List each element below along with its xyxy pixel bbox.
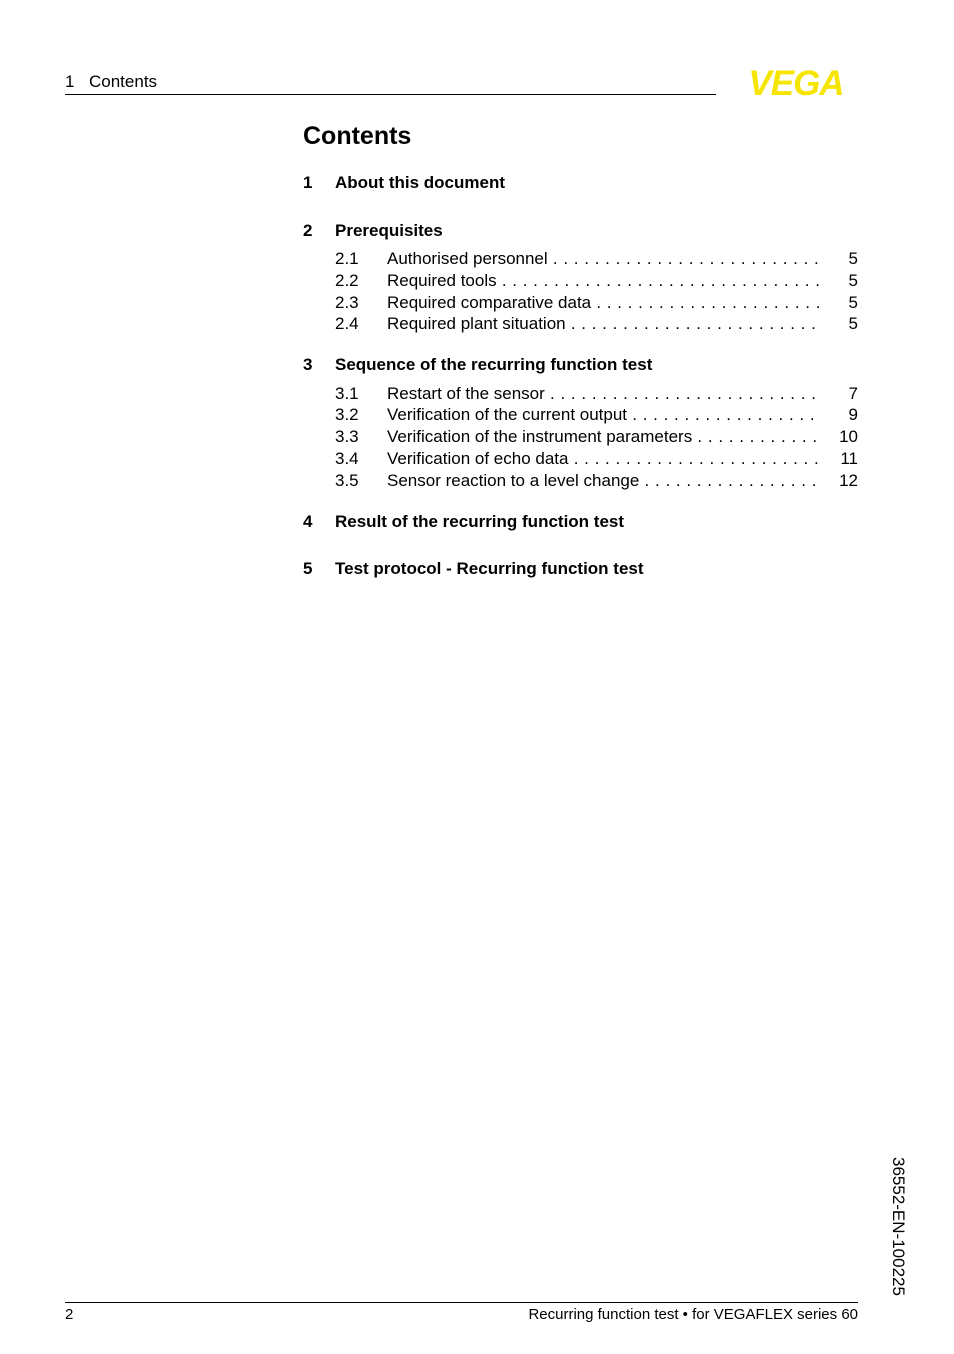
- toc-entry-number: 2.2: [335, 271, 359, 290]
- running-header-number: 1: [65, 72, 75, 91]
- toc-chapter-title: Test protocol - Recurring function test: [335, 559, 644, 578]
- toc-chapter[interactable]: [303, 354, 858, 376]
- toc-entry-title: Restart of the sensor . . .: [387, 383, 819, 405]
- toc-chapter-number: 3: [303, 355, 313, 374]
- toc-entry-number: 3.2: [335, 405, 359, 424]
- running-header: [65, 72, 157, 92]
- vega-logo: [735, 66, 858, 98]
- toc-entry-number: 3.4: [335, 449, 359, 468]
- toc-entry[interactable]: [303, 270, 858, 292]
- logo-text: VEGA: [748, 66, 844, 98]
- toc-entry[interactable]: [303, 383, 858, 405]
- toc-entry-page: 11: [840, 449, 858, 468]
- toc-entry[interactable]: [303, 292, 858, 314]
- toc-entry-title: Verification of the instrument parameters . . .: [387, 426, 819, 448]
- toc-chapter[interactable]: [303, 511, 858, 533]
- footer-document-title: Recurring function test • for VEGAFLEX series 60: [528, 1306, 858, 1323]
- toc-chapter-title: About this document: [335, 173, 505, 192]
- footer-rule: [65, 1302, 858, 1303]
- toc-entry-number: 3.5: [335, 471, 359, 490]
- toc-entry-title: Authorised personnel . . .: [387, 248, 819, 270]
- toc-entry-title: Verification of the current output . . .: [387, 404, 819, 426]
- toc-entry-title: Verification of echo data . . .: [387, 448, 819, 470]
- toc-entry-page: 10: [839, 427, 858, 446]
- toc-entry-number: 2.4: [335, 314, 359, 333]
- toc-entry-page: 9: [848, 405, 858, 424]
- toc-chapter-title: Sequence of the recurring function test: [335, 355, 653, 374]
- toc-entry-page: 5: [848, 271, 858, 290]
- toc-entry-title: Required plant situation . . .: [387, 313, 819, 335]
- toc-chapter-number: 2: [303, 221, 313, 240]
- toc-entry-page: 5: [848, 293, 858, 312]
- toc-entry-title: Sensor reaction to a level change . . .: [387, 470, 819, 492]
- toc-entry-number: 2.3: [335, 293, 359, 312]
- document-code: 36552-EN-100225: [889, 1157, 908, 1296]
- toc-chapter-number: 1: [303, 173, 313, 192]
- toc-entry-title: Required comparative data . . .: [387, 292, 819, 314]
- toc-entry[interactable]: [303, 426, 858, 448]
- toc-chapter-number: 5: [303, 559, 313, 578]
- toc-chapter-title: Result of the recurring function test: [335, 512, 625, 531]
- toc-entry-page: 7: [848, 384, 858, 403]
- toc-chapter-number: 4: [303, 512, 313, 531]
- toc-entry[interactable]: [303, 448, 858, 470]
- toc-entry-number: 2.1: [335, 249, 359, 268]
- toc-chapter[interactable]: [303, 220, 858, 242]
- toc-entry[interactable]: [303, 248, 858, 270]
- header-rule: [65, 94, 716, 95]
- toc-entry-page: 12: [839, 471, 858, 490]
- toc-entry-number: 3.3: [335, 427, 359, 446]
- toc-entry-title: Required tools . . .: [387, 270, 819, 292]
- toc-entry-page: 5: [848, 249, 858, 268]
- toc-entry[interactable]: [303, 404, 858, 426]
- toc-entry[interactable]: [303, 313, 858, 335]
- toc-entry-number: 3.1: [335, 384, 359, 403]
- running-header-title: Contents: [89, 72, 158, 91]
- page-title: Contents: [303, 122, 412, 150]
- toc-entry-page: 5: [848, 314, 858, 333]
- footer-page-number: 2: [65, 1306, 74, 1323]
- toc-entry[interactable]: [303, 470, 858, 492]
- toc-chapter-title: Prerequisites: [335, 221, 443, 240]
- toc-chapter[interactable]: [303, 172, 858, 194]
- toc-chapter[interactable]: [303, 558, 858, 580]
